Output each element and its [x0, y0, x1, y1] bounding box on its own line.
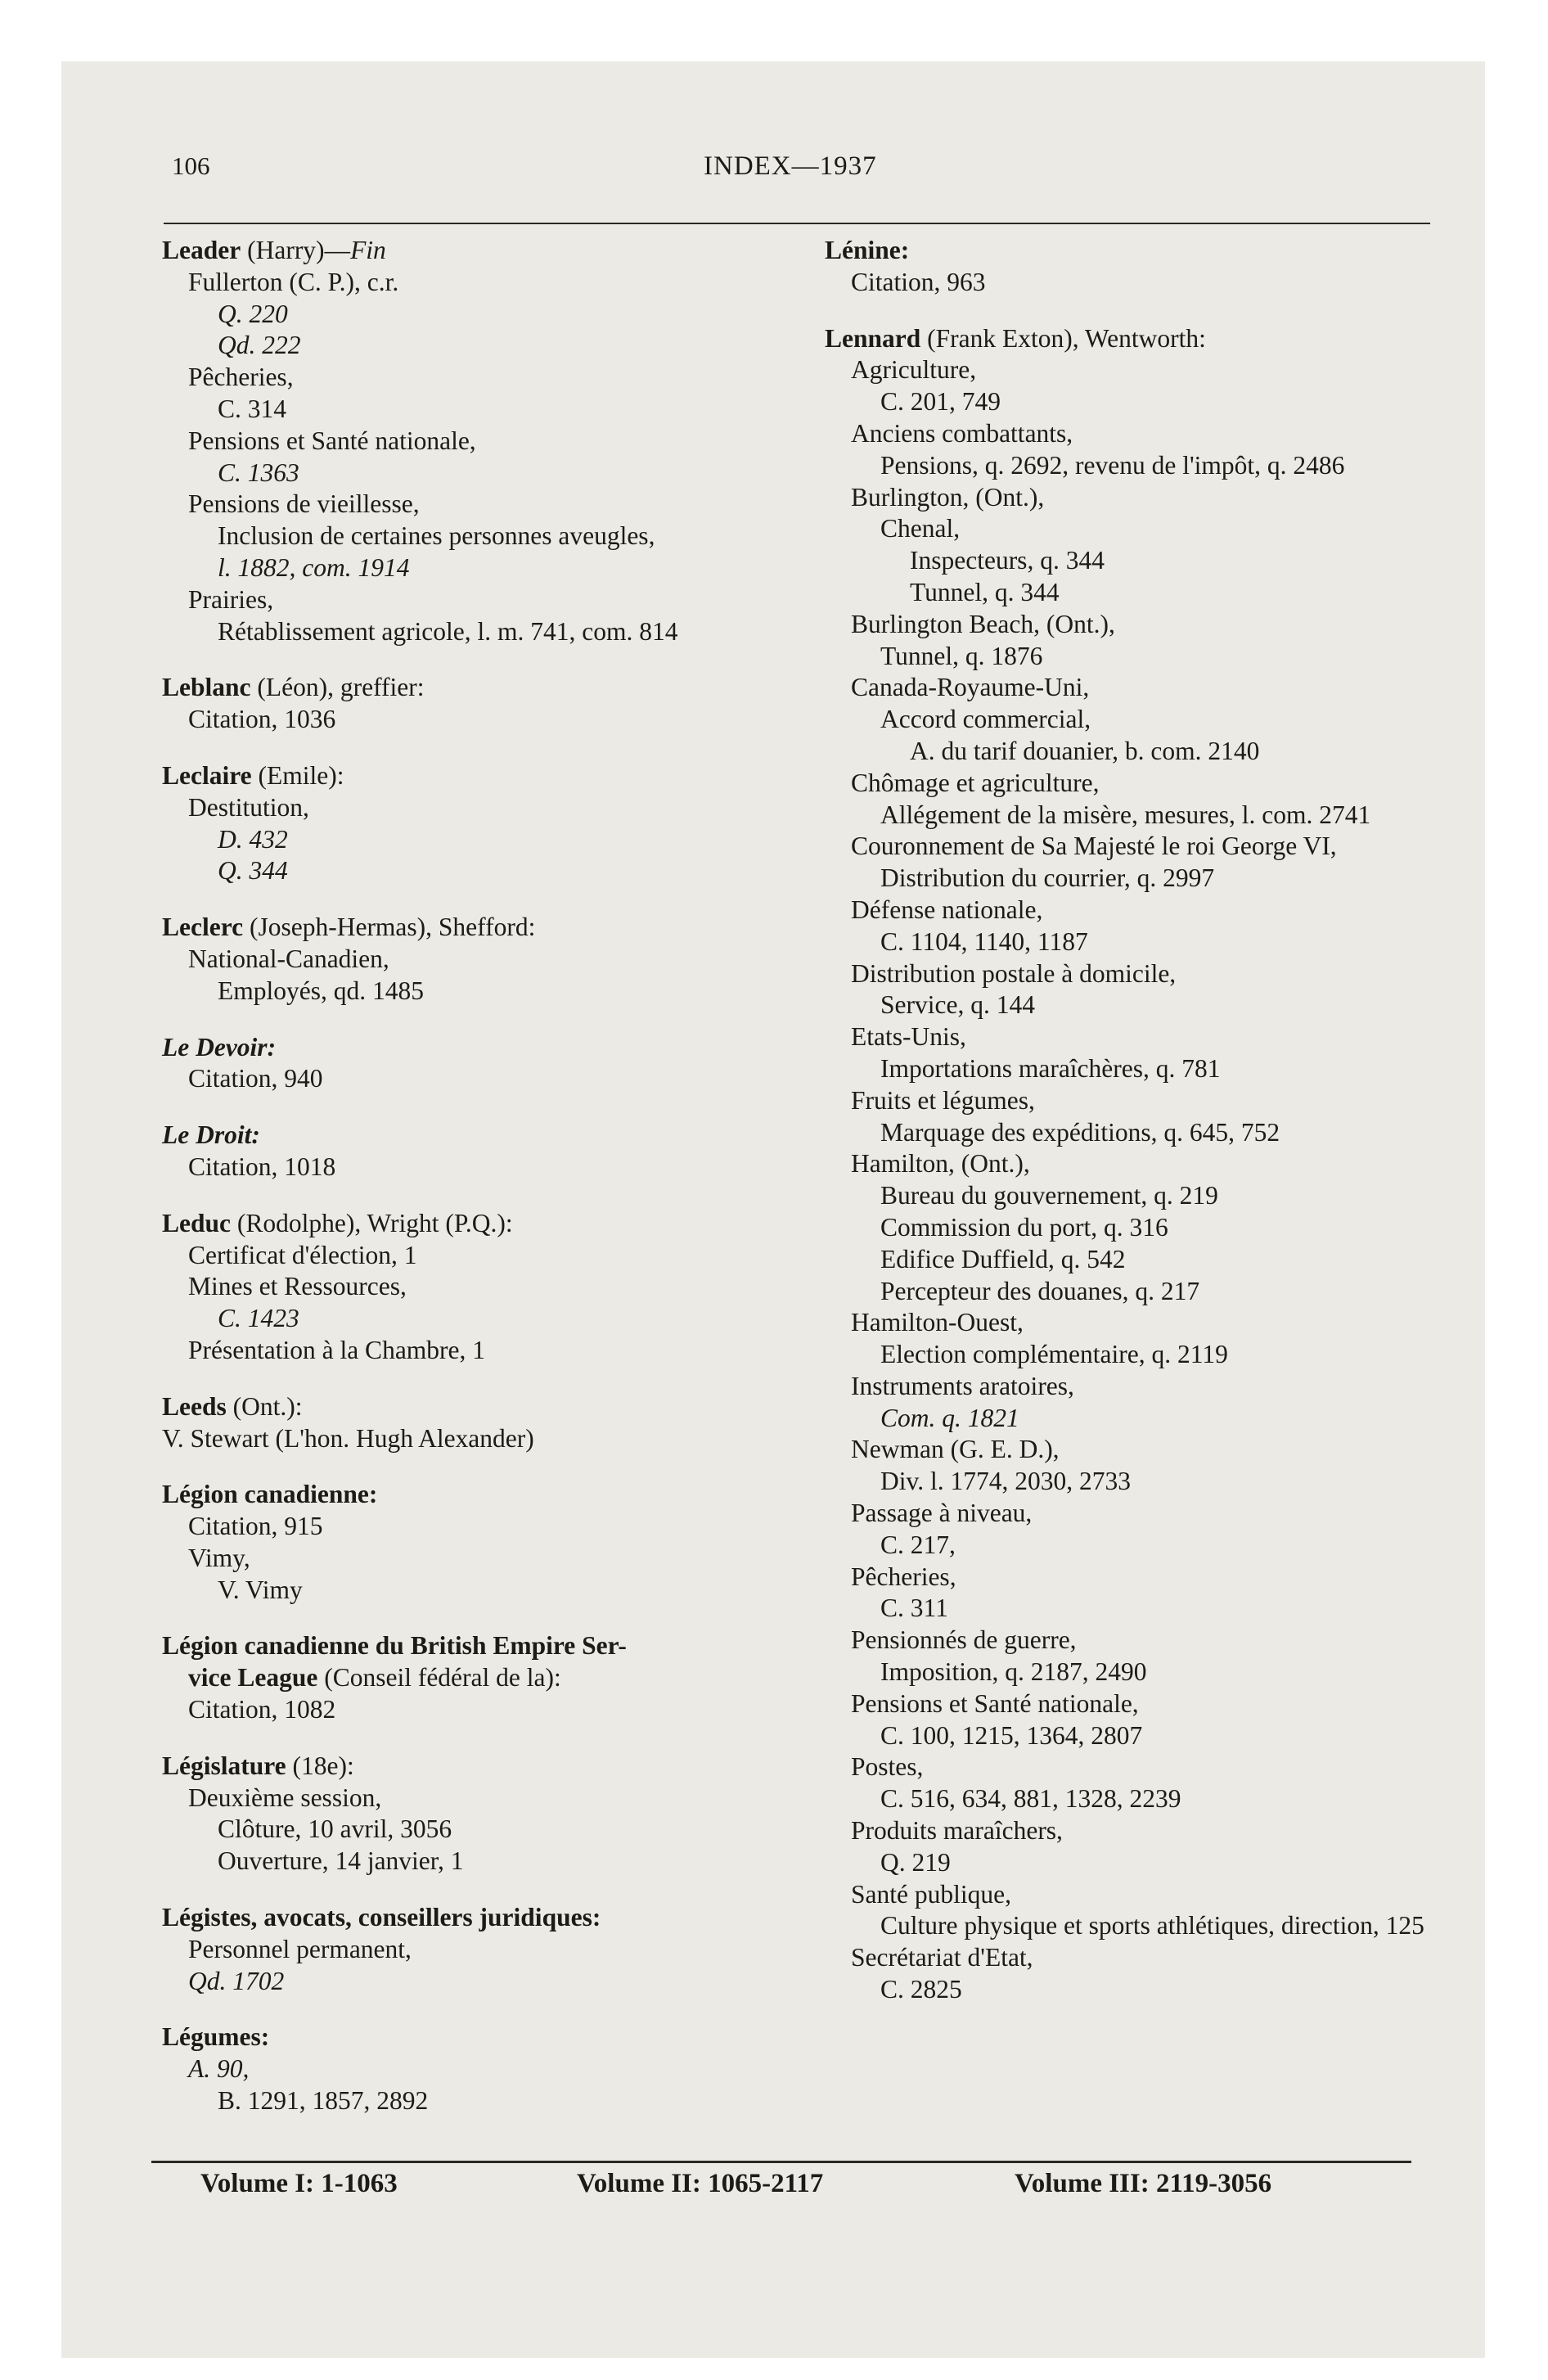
index-subentry: Citation, 1018 — [188, 1152, 336, 1181]
index-subentry: Hamilton-Ouest, — [851, 1308, 1024, 1337]
index-subentry: Défense nationale, — [851, 895, 1043, 924]
index-subentry: Personnel permanent, — [188, 1934, 412, 1963]
index-subentry: Citation, 915 — [188, 1512, 323, 1541]
index-subentry: Produits maraîchers, — [851, 1816, 1063, 1846]
heading-detail: (Conseil fédéral de la): — [317, 1663, 561, 1693]
index-subentry: Q. 344 — [218, 856, 288, 886]
index-subentry: Chômage et agriculture, — [851, 768, 1100, 797]
index-subentry: Q. 219 — [880, 1847, 951, 1877]
page-header — [172, 151, 1428, 201]
index-heading — [162, 1662, 784, 1694]
index-subentry: Burlington Beach, (Ont.), — [851, 609, 1115, 638]
index-subentry: Chenal, — [880, 514, 961, 543]
entry-gap — [162, 1997, 784, 2022]
index-subentry: Culture physique et sports athlétiques, direction, 125 — [880, 1911, 1424, 1941]
index-subentry: Destitution, — [188, 792, 309, 822]
index-subentry: V. Stewart (L'hon. Hugh Alexander) — [162, 1423, 534, 1453]
index-subentry: Edifice Duffield, q. 542 — [880, 1244, 1126, 1273]
heading-term: Lénine: — [825, 236, 910, 264]
index-subentry: Q. 220 — [218, 299, 288, 328]
heading-detail: (Emile): — [251, 760, 344, 790]
heading-term: Leduc — [162, 1208, 232, 1237]
index-heading — [162, 912, 784, 944]
index-subentry: Tunnel, q. 1876 — [880, 641, 1043, 670]
heading-detail: (Harry)— — [241, 236, 351, 264]
index-subentry: Imposition, q. 2187, 2490 — [880, 1657, 1147, 1687]
heading-term: Légumes: — [162, 2022, 270, 2052]
entry-gap — [162, 1007, 784, 1032]
index-subentry: Inclusion de certaines personnes aveugles, — [218, 521, 655, 551]
heading-detail: (Frank Exton), Wentworth: — [920, 323, 1206, 353]
index-subentry: Qd. 222 — [218, 331, 301, 360]
index-subentry: Election complémentaire, q. 2119 — [880, 1340, 1228, 1369]
index-subentry: Citation, 940 — [188, 1064, 323, 1093]
heading-detail: (Rodolphe), Wright (P.Q.): — [231, 1208, 513, 1237]
header-rule — [164, 223, 1430, 224]
index-subentry: Postes, — [851, 1752, 924, 1782]
index-heading — [162, 1120, 784, 1152]
index-heading — [162, 1630, 784, 1662]
index-subentry: Com. q. 1821 — [880, 1403, 1019, 1432]
index-subentry: Clôture, 10 avril, 3056 — [218, 1814, 452, 1844]
heading-term: Lennard — [825, 323, 921, 353]
index-subentry: C. 201, 749 — [880, 387, 1001, 417]
index-subentry: Citation, 1036 — [188, 705, 336, 734]
index-subentry: Secrétariat d'Etat, — [851, 1943, 1033, 1972]
index-subentry: V. Vimy — [218, 1575, 303, 1604]
index-subentry: Inspecteurs, q. 344 — [910, 546, 1105, 575]
index-subentry: Fullerton (C. P.), c.r. — [188, 267, 399, 296]
page-title: INDEX—1937 — [704, 151, 877, 181]
index-subentry: Ouverture, 14 janvier, 1 — [218, 1846, 464, 1876]
entry-gap — [162, 647, 784, 672]
heading-term: vice League — [188, 1663, 318, 1693]
heading-term: Légion canadienne du British Empire Ser- — [162, 1631, 627, 1661]
index-heading — [825, 235, 1430, 267]
index-subentry: Marquage des expéditions, q. 645, 752 — [880, 1117, 1280, 1147]
index-subentry: Couronnement de Sa Majesté le roi George VI, — [851, 832, 1337, 861]
heading-term: Leblanc — [162, 673, 251, 702]
index-subentry: Santé publique, — [851, 1879, 1011, 1909]
index-heading — [162, 235, 784, 267]
index-heading — [162, 672, 784, 704]
index-subentry: Pensions de vieillesse, — [188, 489, 420, 519]
index-subentry: Anciens combattants, — [851, 418, 1073, 448]
index-subentry: Canada-Royaume-Uni, — [851, 673, 1090, 702]
heading-term: Le Droit: — [162, 1120, 260, 1150]
heading-detail: (Léon), greffier: — [250, 673, 425, 702]
index-subentry: Percepteur des douanes, q. 217 — [880, 1276, 1200, 1305]
index-subentry: Fruits et légumes, — [851, 1085, 1035, 1115]
index-subentry: Citation, 963 — [851, 267, 986, 296]
entry-gap — [825, 299, 1430, 323]
volume-footer — [188, 2169, 1448, 2218]
index-subentry: C. 217, — [880, 1530, 956, 1559]
index-subentry: Bureau du gouvernement, q. 219 — [880, 1181, 1218, 1210]
index-subentry: C. 100, 1215, 1364, 2807 — [880, 1720, 1143, 1750]
index-subentry: Distribution du courrier, q. 2997 — [880, 863, 1215, 893]
index-subentry: C. 314 — [218, 394, 287, 423]
index-subentry: Accord commercial, — [880, 705, 1091, 734]
heading-term: Législature — [162, 1751, 286, 1780]
index-subentry: Agriculture, — [851, 355, 977, 385]
entry-gap — [162, 1877, 784, 1902]
index-subentry: Prairies, — [188, 584, 274, 614]
index-subentry: Pensions et Santé nationale, — [188, 426, 476, 455]
index-subentry: Certificat d'élection, 1 — [188, 1240, 417, 1269]
index-subentry: Vimy, — [188, 1543, 250, 1572]
index-heading — [825, 323, 1430, 355]
index-subentry: Pensions, q. 2692, revenu de l'impôt, q. 2486 — [880, 450, 1345, 480]
entry-gap — [162, 1454, 784, 1479]
index-subentry: Service, q. 144 — [880, 990, 1035, 1020]
heading-detail: (Joseph-Hermas), Shefford: — [243, 913, 536, 942]
index-subentry: Allégement de la misère, mesures, l. com. 2741 — [880, 800, 1371, 829]
index-subentry: National-Canadien, — [188, 944, 389, 973]
index-subentry: Commission du port, q. 316 — [880, 1212, 1168, 1242]
heading-detail-italic: Fin — [350, 236, 386, 264]
index-heading — [162, 1751, 784, 1783]
index-subentry: Employés, qd. 1485 — [218, 976, 424, 1005]
index-subentry: Instruments aratoires, — [851, 1371, 1074, 1400]
index-heading — [162, 1032, 784, 1064]
index-heading — [162, 1479, 784, 1511]
entry-gap — [162, 1726, 784, 1751]
entry-gap — [162, 1367, 784, 1391]
index-subentry: Distribution postale à domicile, — [851, 958, 1177, 988]
volume-2-range: Volume II: 1065-2117 — [577, 2169, 824, 2198]
heading-term: Leeds — [162, 1391, 227, 1421]
entry-gap — [162, 887, 784, 912]
index-subentry: Burlington, (Ont.), — [851, 482, 1045, 512]
index-subentry: Div. l. 1774, 2030, 2733 — [880, 1467, 1131, 1496]
index-subentry: C. 311 — [880, 1593, 948, 1623]
index-subentry: Tunnel, q. 344 — [910, 577, 1060, 606]
index-column-left — [162, 235, 784, 2117]
index-subentry: Pensions et Santé nationale, — [851, 1688, 1139, 1718]
entry-gap — [162, 1606, 784, 1630]
footer-rule — [151, 2161, 1411, 2163]
index-subentry: Etats-Unis, — [851, 1022, 966, 1052]
index-subentry: C. 2825 — [880, 1975, 962, 2004]
index-heading — [162, 2022, 784, 2053]
volume-1-range: Volume I: 1-1063 — [200, 2169, 398, 2198]
index-subentry: Newman (G. E. D.), — [851, 1435, 1060, 1464]
index-subentry: A. 90, — [188, 2054, 250, 2084]
index-heading — [162, 1391, 784, 1423]
index-subentry: C. 1104, 1140, 1187 — [880, 926, 1088, 956]
index-subentry: l. 1882, com. 1914 — [218, 552, 410, 582]
heading-detail: (18e): — [286, 1751, 354, 1780]
index-subentry: Importations maraîchères, q. 781 — [880, 1053, 1221, 1083]
heading-term: Légistes, avocats, conseillers juridiques: — [162, 1903, 601, 1932]
index-subentry: Présentation à la Chambre, 1 — [188, 1335, 486, 1364]
index-subentry: Deuxième session, — [188, 1783, 382, 1812]
index-column-right — [825, 235, 1430, 2006]
index-subentry: Pêcheries, — [188, 363, 294, 392]
index-subentry: C. 1363 — [218, 458, 299, 487]
index-subentry: A. du tarif douanier, b. com. 2140 — [910, 736, 1260, 765]
index-subentry: Qd. 1702 — [188, 1966, 285, 1995]
heading-term: Leader — [162, 236, 241, 264]
index-heading — [162, 760, 784, 792]
entry-gap — [162, 1095, 784, 1120]
index-subentry: Rétablissement agricole, l. m. 741, com. 814 — [218, 616, 678, 646]
heading-term: Leclaire — [162, 760, 252, 790]
index-subentry: C. 516, 634, 881, 1328, 2239 — [880, 1784, 1181, 1814]
page-number: 106 — [172, 151, 210, 180]
index-subentry: C. 1423 — [218, 1304, 299, 1333]
index-subentry: Citation, 1082 — [188, 1695, 336, 1724]
index-subentry: B. 1291, 1857, 2892 — [218, 2086, 429, 2116]
heading-term: Légion canadienne: — [162, 1480, 378, 1509]
heading-term: Le Devoir: — [162, 1032, 277, 1062]
entry-gap — [162, 736, 784, 760]
index-subentry: Passage à niveau, — [851, 1499, 1033, 1528]
volume-3-range: Volume III: 2119-3056 — [1015, 2169, 1272, 2198]
index-heading — [162, 1208, 784, 1240]
entry-gap — [162, 1183, 784, 1208]
heading-term: Leclerc — [162, 913, 244, 942]
index-heading — [162, 1902, 784, 1934]
index-subentry: Hamilton, (Ont.), — [851, 1149, 1030, 1179]
index-subentry: Mines et Ressources, — [188, 1272, 407, 1301]
index-subentry: Pêcheries, — [851, 1562, 956, 1591]
index-subentry: D. 432 — [218, 824, 288, 854]
index-subentry: Pensionnés de guerre, — [851, 1625, 1077, 1655]
heading-detail: (Ont.): — [226, 1391, 303, 1421]
